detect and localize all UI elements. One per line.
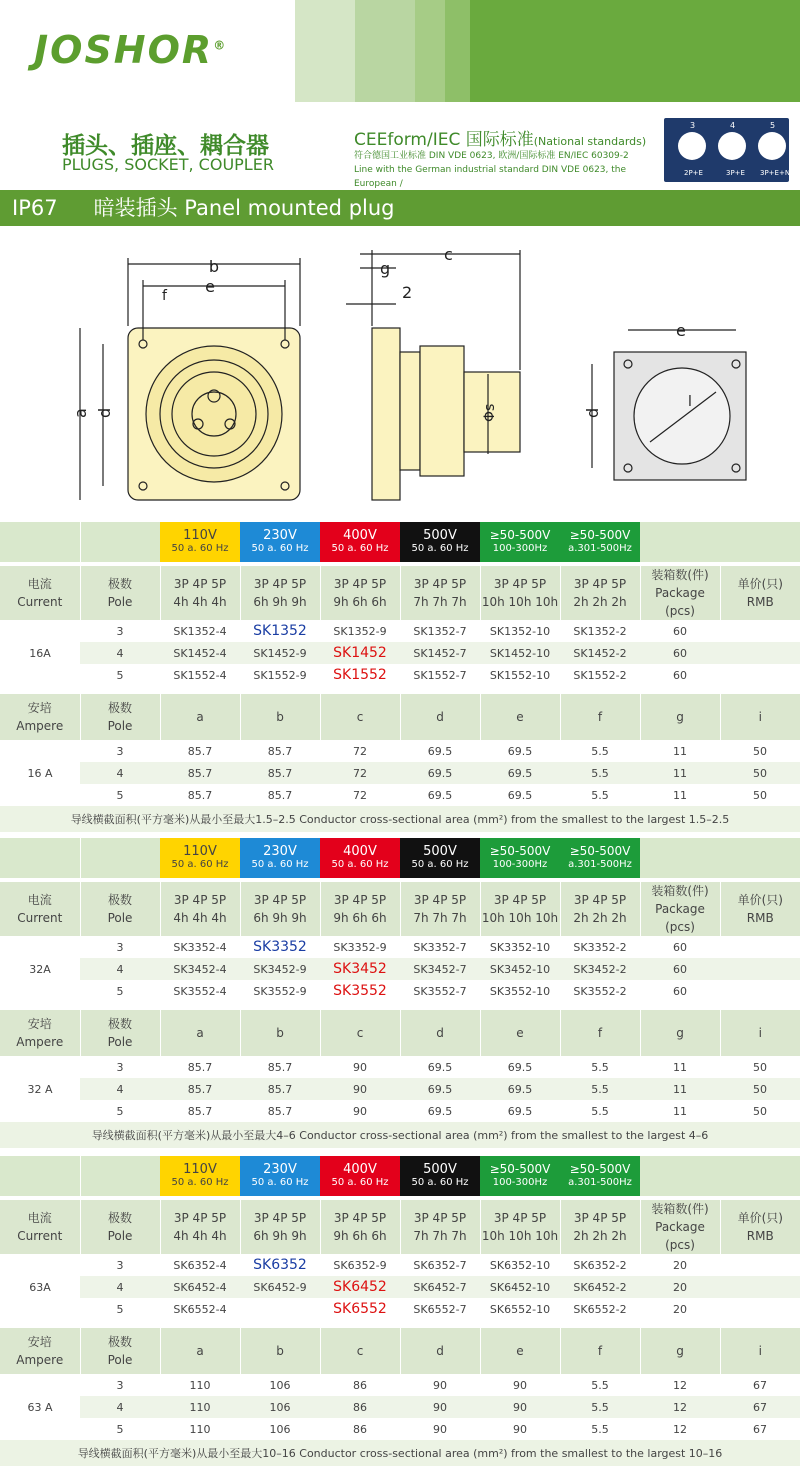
dim-e2-label: e	[676, 321, 686, 340]
panel-cutout-view	[592, 330, 746, 480]
dimension-row: 4 110 106 86 90 90 5.5 12 67	[0, 1396, 800, 1418]
dimension-row: 5 85.7 85.7 72 69.5 69.5 5.5 11 50	[116, 788, 767, 802]
dimension-row: 4 85.7 85.7 90 69.5 69.5 5.5 11 50	[0, 1078, 800, 1100]
model-row: 4 SK3452-4 SK3452-9 SK3452 SK3452-7 SK3452-10 SK3452-2 60	[0, 958, 800, 980]
dim-a-label: a	[71, 408, 90, 418]
dim-d-label: d	[95, 407, 114, 418]
conductor-note-row: 导线横截面积(平方毫米)从最小至最大10–16 Conductor cross-sectional area (mm²) from the smallest to the largest 10–16	[0, 1440, 800, 1466]
dimension-row: 5 110 106 86 90 90 5.5 12 67	[116, 1422, 767, 1436]
dim-d2-label: d	[583, 407, 602, 418]
model-row: 16A 3 SK1352-4 SK1352 SK1352-9 SK1352-7 SK1352-10 SK1352-2 60	[29, 623, 687, 660]
pin-layout-4-icon	[718, 132, 746, 160]
dimension-header-row: 安培 Ampere 极数 Pole a b c d e f g i	[0, 1328, 800, 1374]
standard-lines: 符合德国工业标准 DIN VDE 0623, 欧洲/国际标准 EN/IEC 60309-2 Line with the German industrial standard DIN VDE 0623, the European /	[354, 151, 629, 189]
dim-c-label: c	[444, 245, 453, 264]
dim-l-label: l	[688, 394, 692, 410]
dim-2-label: 2	[402, 283, 413, 302]
voltage-header-row: 110V 50 a. 60 Hz 230V 50 a. 60 Hz 400V 50 a. 60 Hz 500V 50 a. 60 Hz ≥50-500V 100-300Hz ≥50-500V a.301-500Hz	[0, 838, 800, 878]
dimension-row: 16 A 3 85.7 85.7 72 69.5 69.5 5.5 11 50	[27, 744, 767, 780]
pin-layout-5-icon	[758, 132, 786, 160]
standard-title: CEEform/IEC 国际标准(National standards)	[354, 130, 647, 150]
voltage-header-row: 110V 50 a. 60 Hz 230V 50 a. 60 Hz 400V 50 a. 60 Hz 500V 50 a. 60 Hz ≥50-500V 100-300Hz ≥50-500V a.301-500Hz	[0, 522, 800, 562]
model-header-row: 电流 Current 极数 Pole 3P 4P 5P 4h 4h 4h 3P 4P 5P 6h 9h 9h 3P 4P 5P 9h 6h 6h 3P 4P 5P 7h 7h 7h 3P 4P 5P 10h 10h 10h 3P 4P 5P 2h 2h 2h 装箱数(件) Package (pcs) 单价(只) RMB	[0, 566, 800, 620]
model-row: 5 SK1552-4 SK1552-9 SK1552 SK1552-7 SK1552-10 SK1552-2 60	[116, 667, 687, 683]
title-cn: 插头、插座、耦合器	[62, 133, 269, 159]
dimension-header-row: 安培 Ampere 极数 Pole a b c d e f g i	[0, 694, 800, 740]
dimension-row: 32 A 3 85.7 85.7 90 69.5 69.5 5.5 11 50	[27, 1060, 767, 1096]
brand-logo: JOSHOR®	[34, 28, 228, 72]
pin-layout-3-icon	[678, 132, 706, 160]
section-63a	[0, 1156, 800, 1466]
dimension-row: 5 85.7 85.7 90 69.5 69.5 5.5 11 50	[116, 1104, 767, 1118]
dimension-drawing	[0, 226, 800, 520]
dimension-header-row: 安培 Ampere 极数 Pole a b c d e f g i	[0, 1010, 800, 1056]
title-en: PLUGS, SOCKET, COUPLER	[62, 155, 274, 174]
model-row: 5 SK6552-4 SK6552 SK6552-7 SK6552-10 SK6552-2 20	[116, 1301, 687, 1317]
model-header-row: 电流 Current 极数 Pole 3P 4P 5P 4h 4h 4h 3P 4P 5P 6h 9h 9h 3P 4P 5P 9h 6h 6h 3P 4P 5P 7h 7h 7h 3P 4P 5P 10h 10h 10h 3P 4P 5P 2h 2h 2h 装箱数(件) Package (pcs) 单价(只) RMB	[0, 1200, 800, 1254]
header-color-blocks	[295, 0, 800, 102]
model-row: 32A 3 SK3352-4 SK3352 SK3352-9 SK3352-7 SK3352-10 SK3352-2 60	[29, 939, 687, 976]
section-16a	[0, 522, 800, 832]
front-view	[80, 258, 300, 500]
model-row: 5 SK3552-4 SK3552-9 SK3552 SK3552-7 SK3552-10 SK3552-2 60	[116, 983, 687, 999]
side-view	[346, 250, 520, 500]
plug-pin-icons: 3 4 5 2P+E 3P+E 3P+E+N	[664, 118, 789, 182]
dim-phi-label: Φs	[482, 403, 498, 422]
model-header-row: 电流 Current 极数 Pole 3P 4P 5P 4h 4h 4h 3P 4P 5P 6h 9h 9h 3P 4P 5P 9h 6h 6h 3P 4P 5P 7h 7h 7h 3P 4P 5P 10h 10h 10h 3P 4P 5P 2h 2h 2h 装箱数(件) Package (pcs) 单价(只) RMB	[0, 882, 800, 936]
dimension-row: 4 85.7 85.7 72 69.5 69.5 5.5 11 50	[0, 762, 800, 784]
dim-f-label: f	[162, 288, 167, 304]
dim-b-label: b	[208, 257, 220, 276]
dimension-row: 63 A 3 110 106 86 90 90 5.5 12 67	[27, 1378, 767, 1414]
voltage-header-row: 110V 50 a. 60 Hz 230V 50 a. 60 Hz 400V 50 a. 60 Hz 500V 50 a. 60 Hz ≥50-500V 100-300Hz ≥50-500V a.301-500Hz	[0, 1156, 800, 1196]
model-row: 4 SK1452-4 SK1452-9 SK1452 SK1452-7 SK1452-10 SK1452-2 60	[0, 642, 800, 664]
section-title-bar: IP67 暗装插头 Panel mounted plug	[0, 190, 800, 226]
model-row: 63A 3 SK6352-4 SK6352 SK6352-9 SK6352-7 SK6352-10 SK6352-2 20	[29, 1257, 687, 1294]
conductor-note-row: 导线横截面积(平方毫米)从最小至最大4–6 Conductor cross-sectional area (mm²) from the smallest to the largest 4–6	[0, 1122, 800, 1148]
model-row: 4 SK6452-4 SK6452-9 SK6452 SK6452-7 SK6452-10 SK6452-2 20	[0, 1276, 800, 1298]
header	[0, 0, 800, 110]
dim-e-label: e	[205, 277, 215, 296]
dim-g-label: g	[380, 259, 391, 278]
conductor-note-row: 导线横截面积(平方毫米)从最小至最大1.5–2.5 Conductor cross-sectional area (mm²) from the smallest to the largest 1.5–2.5	[0, 806, 800, 832]
section-32a	[0, 838, 800, 1148]
